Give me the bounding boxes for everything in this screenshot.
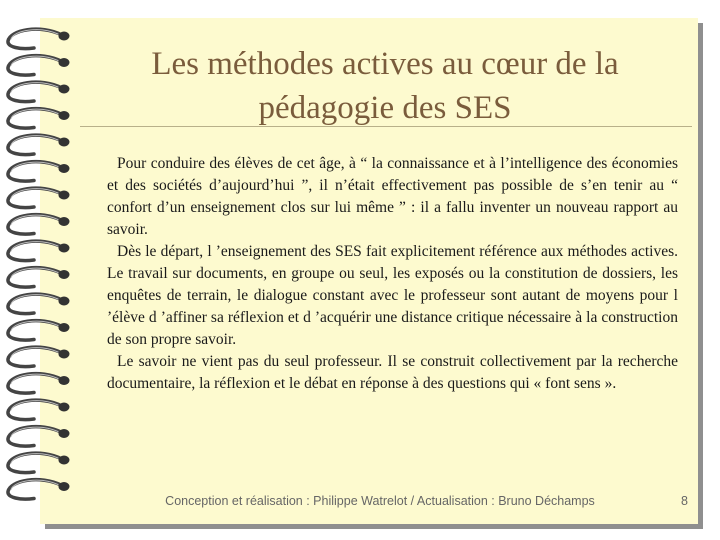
spiral-ring-icon: [8, 188, 70, 207]
spiral-ring-icon: [8, 82, 70, 101]
slide-footer: Conception et réalisation : Philippe Watrelot / Actualisation : Bruno Déchamps: [165, 494, 595, 508]
spiral-ring-icon: [8, 109, 70, 128]
paragraph-2: Dès le départ, l ’enseignement des SES fait explicitement référence aux méthodes actives. Le travail sur documents, en groupe ou seul, les exposés ou la constitution de dossiers, les enquêtes de terrain, le dialogue constant avec le professeur sont autant de moyens pour l ’élève d ’affiner sa réflexion et d ’acquérir une distance critique nécessaire à la construction de son propre savoir.: [107, 243, 678, 348]
spiral-ring-icon: [8, 427, 70, 446]
spiral-ring-icon: [8, 321, 70, 340]
spiral-binding-icon: [0, 0, 80, 540]
spiral-ring-icon: [8, 135, 70, 154]
spiral-ring-icon: [8, 400, 70, 419]
spiral-ring-icon: [8, 268, 70, 287]
slide-body: [107, 153, 678, 395]
spiral-ring-icon: [8, 56, 70, 75]
title-line-1: Les méthodes actives au cœur de la: [151, 46, 619, 82]
spiral-ring-icon: [8, 480, 70, 499]
spiral-ring-icon: [8, 215, 70, 234]
spiral-ring-icon: [8, 347, 70, 366]
paragraph-3: Le savoir ne vient pas du seul professeur. Il se construit collectivement par la recherche documentaire, la réflexion et le débat en réponse à des questions qui « font sens ».: [107, 353, 678, 392]
spiral-ring-icon: [8, 294, 70, 313]
page-number: 8: [681, 494, 688, 508]
spiral-ring-icon: [8, 162, 70, 181]
spiral-ring-icon: [8, 453, 70, 472]
paragraph-1: Pour conduire des élèves de cet âge, à “ la connaissance et à l’intelligence des économies et des sociétés d’aujourd’hui ”, il n’était effectivement pas possible de s’en tenir au “ confort d’un enseignement clos sur lui même ” : il a fallu inventer un nouveau rapport au savoir.: [107, 155, 678, 238]
title-line-2: pédagogie des SES: [258, 90, 512, 126]
spiral-ring-icon: [8, 29, 70, 48]
spiral-ring-icon: [8, 241, 70, 260]
spiral-ring-icon: [8, 374, 70, 393]
title-divider: [80, 126, 692, 127]
slide-title: [80, 42, 690, 130]
